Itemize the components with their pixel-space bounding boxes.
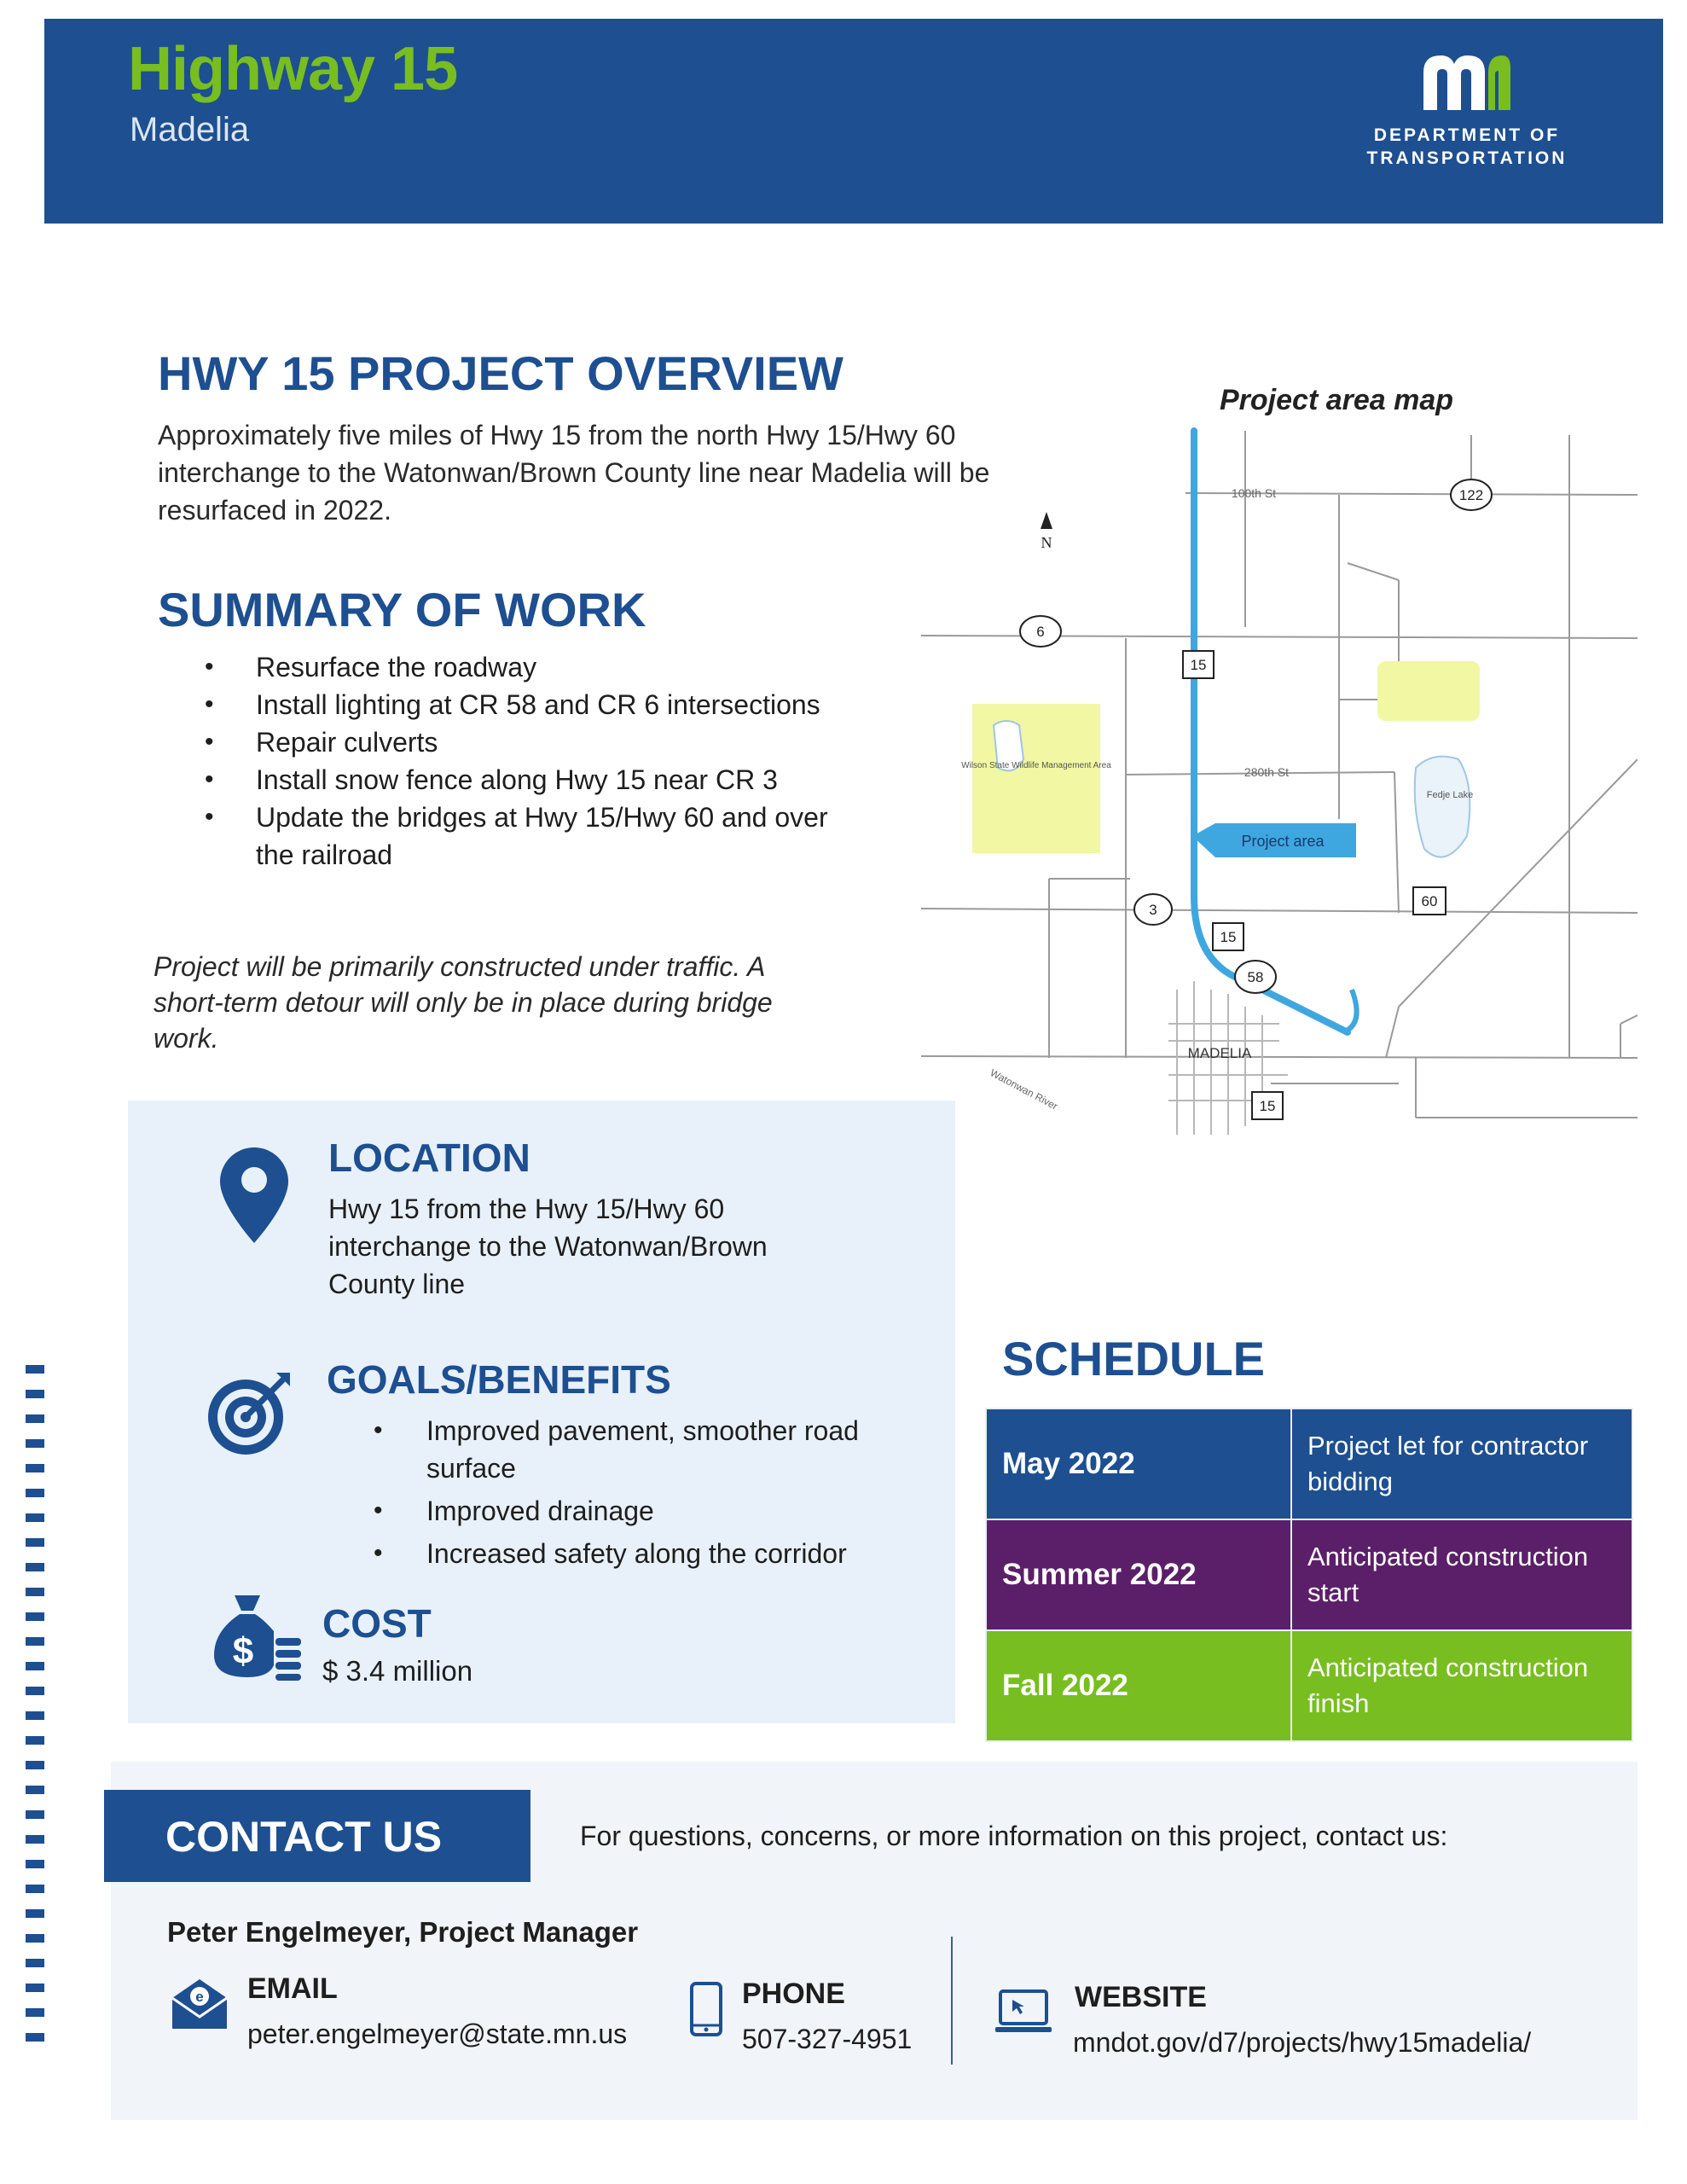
schedule-date: Summer 2022: [986, 1519, 1291, 1630]
binder-mark: [26, 1464, 44, 1472]
list-item: • Improved drainage: [358, 1492, 921, 1530]
street-label-100th: 100th St: [1231, 486, 1277, 500]
route-15-label-north: 15: [1190, 657, 1207, 673]
binder-mark: [26, 2008, 44, 2017]
dept-name: [1330, 124, 1603, 170]
target-icon: [205, 1369, 293, 1458]
binder-mark: [26, 1538, 44, 1547]
schedule-row: [986, 1409, 1632, 1519]
route-58-label: 58: [1247, 969, 1264, 985]
goals-heading: GOALS/BENEFITS: [327, 1357, 671, 1402]
binder-mark: [26, 1860, 44, 1868]
binder-mark: [26, 1810, 44, 1819]
svg-text:N: N: [1041, 534, 1052, 551]
schedule-date: Fall 2022: [986, 1630, 1291, 1741]
binder-mark: [26, 1637, 44, 1646]
phone-icon: [689, 1981, 723, 2037]
street-label-280th: 280th St: [1244, 765, 1290, 779]
money-bag-symbol: $: [232, 1630, 254, 1672]
wma-label: Wilson State Wildlife Management Area: [961, 761, 1111, 770]
schedule-milestone: Project let for contractor bidding: [1291, 1409, 1632, 1519]
project-area-map: [921, 427, 1638, 1152]
binder-mark: [26, 1662, 44, 1670]
binder-mark: [26, 1786, 44, 1794]
money-bag-icon: [209, 1587, 303, 1681]
goals-list: [358, 1412, 921, 1577]
binder-mark: [26, 1687, 44, 1695]
overview-heading: HWY 15 PROJECT OVERVIEW: [158, 346, 844, 400]
list-item: • Improved pavement, smoother road surface: [358, 1412, 921, 1487]
binder-mark: [26, 1612, 44, 1621]
binder-mark: [26, 1513, 44, 1522]
list-item: • Repair culverts: [205, 723, 870, 761]
map-caption: Project area map: [1220, 384, 1454, 416]
mndot-logo: [1330, 47, 1603, 175]
schedule-row: [986, 1630, 1632, 1741]
location-heading: LOCATION: [328, 1136, 530, 1180]
binder-mark: [26, 1959, 44, 1967]
contact-name: Peter Engelmeyer, Project Manager: [167, 1916, 639, 1948]
list-item: • Install lighting at CR 58 and CR 6 intersections: [205, 686, 870, 723]
binder-mark: [26, 1934, 44, 1943]
page-title: Highway 15: [128, 35, 458, 103]
route-60-label: 60: [1421, 893, 1438, 909]
schedule-row: [986, 1519, 1632, 1630]
schedule-date: May 2022: [986, 1409, 1291, 1519]
website-link[interactable]: mndot.gov/d7/projects/hwy15madelia/: [1073, 2027, 1532, 2058]
list-item: • Resurface the roadway: [205, 648, 870, 686]
page-subtitle: Madelia: [130, 111, 250, 148]
schedule-milestone: Anticipated construction finish: [1291, 1630, 1632, 1741]
laptop-icon: [994, 1988, 1053, 2036]
binder-mark: [26, 1835, 44, 1844]
town-label: MADELIA: [1187, 1045, 1252, 1061]
binder-mark: [26, 1439, 44, 1448]
binder-mark: [26, 2033, 44, 2042]
cost-heading: COST: [322, 1601, 432, 1646]
route-122-label: 122: [1458, 487, 1484, 503]
dept-line-2: TRANSPORTATION: [1366, 148, 1568, 168]
route-15-label-mid: 15: [1220, 929, 1237, 945]
summary-heading: SUMMARY OF WORK: [158, 583, 646, 636]
binder-mark: [26, 1588, 44, 1596]
schedule-heading: SCHEDULE: [1002, 1332, 1266, 1385]
email-label: EMAIL: [247, 1972, 338, 2005]
binder-mark: [26, 1909, 44, 1918]
binder-mark: [26, 1563, 44, 1571]
binder-strip: [26, 1365, 48, 2058]
location-pin-icon: [220, 1147, 288, 1243]
phone-link[interactable]: 507-327-4951: [742, 2024, 913, 2054]
north-arrow: [1041, 512, 1052, 551]
location-text: Hwy 15 from the Hwy 15/Hwy 60 interchange to the Watonwan/Brown County line: [328, 1194, 768, 1299]
website-label: WEBSITE: [1075, 1981, 1207, 2013]
phone-label: PHONE: [742, 1978, 845, 2010]
list-item: • Increased safety along the corridor: [358, 1535, 921, 1572]
contact-divider: [951, 1937, 953, 2065]
interchange-ramp: [1343, 990, 1357, 1032]
svg-text:e: e: [195, 1989, 204, 2005]
traffic-note: Project will be primarily constructed under traffic. A short-term detour will only be in place during bridge work.: [154, 951, 773, 1054]
binder-mark: [26, 1365, 44, 1374]
list-item: • Install snow fence along Hwy 15 near CR 3: [205, 761, 870, 799]
contact-intro: For questions, concerns, or more information on this project, contact us:: [580, 1821, 1448, 1851]
fedje-lake-shape: [1415, 757, 1470, 857]
binder-mark: [26, 1489, 44, 1497]
binder-mark: [26, 1761, 44, 1769]
binder-mark: [26, 1736, 44, 1745]
contact-heading-box: [104, 1790, 530, 1882]
route-3-label: 3: [1149, 902, 1157, 918]
email-link[interactable]: peter.engelmeyer@state.mn.us: [247, 2018, 628, 2049]
lake-label: Fedje Lake: [1426, 790, 1474, 800]
river-label: Watonwan River: [988, 1066, 1060, 1112]
schedule-table: [985, 1408, 1633, 1742]
field-area: [1377, 661, 1480, 721]
route-15-label-south: 15: [1259, 1098, 1276, 1114]
binder-mark: [26, 1414, 44, 1423]
route-6-label: 6: [1036, 624, 1045, 640]
schedule-milestone: Anticipated construction start: [1291, 1519, 1632, 1630]
dept-line-1: DEPARTMENT OF: [1373, 125, 1561, 145]
email-icon: [171, 1978, 229, 2030]
binder-mark: [26, 1711, 44, 1720]
cost-value: $ 3.4 million: [322, 1655, 473, 1687]
contact-heading: CONTACT US: [165, 1813, 443, 1861]
binder-mark: [26, 1984, 44, 1992]
binder-mark: [26, 1885, 44, 1893]
summary-list: [205, 648, 870, 874]
list-item: • Update the bridges at Hwy 15/Hwy 60 and over the railroad: [205, 799, 870, 874]
wildlife-area: [972, 704, 1100, 853]
binder-mark: [26, 1390, 44, 1398]
project-area-label: Project area: [1241, 833, 1325, 850]
mn-logo-mark: [1420, 47, 1514, 115]
overview-text: Approximately five miles of Hwy 15 from the north Hwy 15/Hwy 60 interchange to the Watonwan/Brown County line near Madelia will be resurfaced in 2022.: [158, 420, 990, 526]
